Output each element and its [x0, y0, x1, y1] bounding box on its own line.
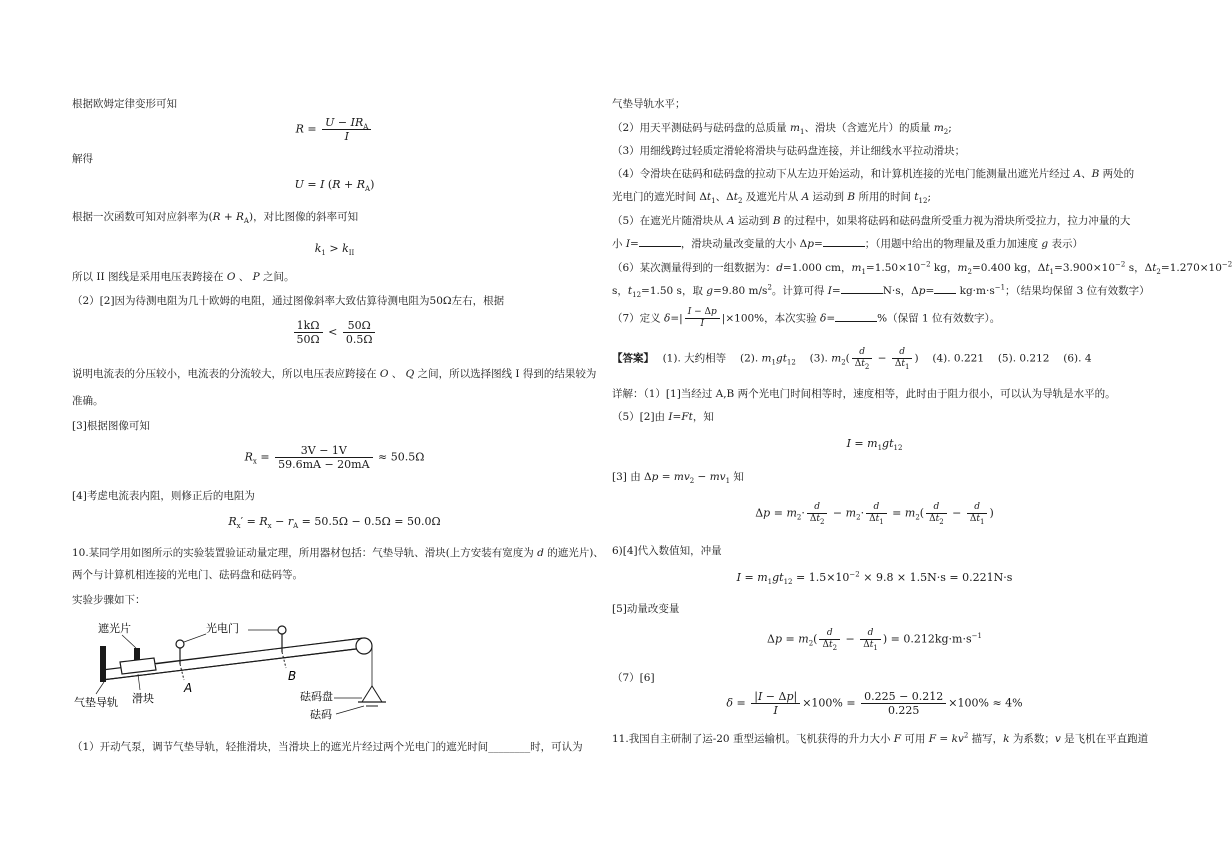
text-line: （5）[2]由 I=Ft，知 [612, 411, 714, 423]
question-11: 11.我国自主研制了运-20 重型运输机。飞机获得的升力大小 F 可用 $F = kv^2$ 描写，k 为系数；v 是飞机在平直跑道 [612, 731, 1149, 745]
label-pan: 砝码盘 [300, 690, 333, 703]
left-stop [100, 646, 106, 682]
label-slider: 滑块 [132, 692, 154, 705]
equation-k: $k_1 > k_{II}$ [314, 242, 355, 258]
equation-compare: $\frac{1k\Omega}{50\Omega}$ < $\frac{50\Omega}{0.5\Omega}$ [72, 319, 597, 346]
text-line: s，$t_{12}=1.50$ s，取 g=9.80 $m/s^2$。计算可得 I= N·s，$\Delta p= kg\cdot m\cdot s^{-1}$；（结果均保留 3 位有效数字） [612, 283, 1150, 300]
text-line: [3] 由 $\Delta p = mv_2 - mv_1$ 知 [612, 471, 744, 486]
label-b: B [288, 669, 297, 683]
text-line: [4]考虑电流表内阻，则修正后的电阻为 [72, 490, 255, 502]
equation-u: U = I $(R + R_A)$ [294, 178, 375, 194]
text-line: （7）[6] [612, 672, 655, 684]
text-line: 根据欧姆定律变形可知 [72, 98, 177, 110]
text-line: 实验步骤如下： [72, 594, 146, 606]
text-line: 两个与计算机相连接的光电门、砝码盘和砝码等。 [72, 569, 303, 581]
photogate-b [278, 626, 286, 634]
shade-plate [134, 648, 140, 660]
question-10: 10.某同学用如图所示的实验装置验证动量定理，所用器材包括：气垫导轨、滑块(上方安装有宽度为 d 的遮光片)、 [72, 547, 604, 559]
photogate-a [176, 640, 184, 648]
text-line: 解得 [72, 153, 93, 165]
text-line: 6)[4]代入数值知，冲量 [612, 545, 722, 557]
equation-rx: $R_x$ = $\frac{3V - 1V}{59.6mA - 20mA}$ ≈ 50.5Ω [244, 444, 425, 471]
text-line: （2）用天平测砝码与砝码盘的总质量 $m_1$、滑块（含遮光片）的质量 $m_2$; [612, 122, 952, 137]
equation-impulse-value: $I = m_1gt_{12} = 1.5\times 10^{-2} \times 9.8 \times 1.5N\cdot s = 0.221N\cdot s$ [736, 570, 1013, 587]
text-line: 详解：（1）[1]当经过 A,B 两个光电门时间相等时，速度相等，此时由于阻力很小，可以认为导轨是水平的。 [612, 388, 1116, 400]
text-line: 小 I= ，滑块动量改变量的大小 Δp= ；（用题中给出的物理量及重力加速度 g 表示） [612, 238, 1083, 250]
text-line: （7）定义 δ=| $\frac{I - \Delta p}{I}$ |×100%，本次实验 δ= %（保留 1 位有效数字）。 [612, 307, 1001, 329]
pulley [356, 638, 372, 654]
equation-momentum: $\Delta p = m_2\cdot$ $\frac{d}{\Delta t_2}$ − $m_2\cdot$ $\frac{d}{\Delta t_1}$ = $m_2$( $\frac{d}{\Delta t_2}$ − $\frac{d}{\Delta t_1}$ ) [755, 502, 994, 526]
label-weight: 砝码 [310, 708, 332, 721]
equation-delta: δ = $\frac{|I - \Delta p|}{I}$ ×100% = $\frac{0.225 - 0.212}{0.225}$ ×100% ≈ 4% [726, 690, 1023, 717]
text-line: （3）用细线跨过轻质定滑轮将滑块与砝码盘连接，并让细线水平拉动滑块； [612, 145, 966, 157]
equation-ohm: R = $\frac{U - IR_A}{I}$ [72, 116, 597, 143]
text-line: （2）[2]因为待测电阻为几十欧姆的电阻，通过图像斜率大致估算待测电阻为50Ω左右，根据 [72, 295, 505, 307]
text-line: 气垫导轨水平； [612, 98, 686, 110]
apparatus-figure [72, 618, 392, 724]
text-line: （5）在遮光片随滑块从 A 运动到 B 的过程中，如果将砝码和砝码盘所受重力视为滑块所受拉力，拉力冲量的大 [612, 215, 1131, 227]
label-gate: 光电门 [206, 622, 239, 635]
label-a: A [184, 681, 193, 695]
equation-impulse: $I = m_1gt_{12}$ [846, 437, 903, 453]
text-line: （4）令滑块在砝码和砝码盘的拉动下从左边开始运动，和计算机连接的光电门能测量出遮光片经过 A、B 两处的 [612, 168, 1135, 180]
text-line: 所以 II 图线是采用电压表跨接在 O 、 P 之间。 [72, 271, 295, 283]
text-line: （1）开动气泵，调节气垫导轨，轻推滑块，当滑块上的遮光片经过两个光电门的遮光时间________时，可认为 [72, 741, 583, 753]
equation-momentum-value: $\Delta p = m_2$( $\frac{d}{\Delta t_2}$ − $\frac{d}{\Delta t_1}$ ) = $0.212kg\cdot m\cdot s^{-1}$ [767, 628, 982, 652]
text-line: 准确。 [72, 395, 104, 407]
text-line: [5]动量改变量 [612, 603, 680, 615]
equation-rx-corrected: $R_x' = R_x - r_A = 50.5\Omega - 0.5\Omega = 50.0\Omega$ [228, 515, 441, 531]
weight-pan [362, 686, 382, 702]
text-line: 光电门的遮光时间 $\Delta t_1$、$\Delta t_2$ 及遮光片从 A 运动到 B 所用的时间 $t_{12}$; [612, 191, 931, 206]
label-shade: 遮光片 [98, 622, 131, 635]
text-line: 说明电流表的分压较小，电流表的分流较大，所以电压表应跨接在 O 、 Q 之间，所以选择图线 I 得到的结果较为 [72, 368, 597, 380]
answer-line: 【答案】 (1). 大约相等 (2). $m_1gt_{12}$ (3). $m_2$( $\frac{d}{\Delta t_2}$ − $\frac{d}{\Delta t_1}$ ) (4). 0.221 (5). 0.212 (6). 4 [612, 347, 1092, 371]
text-line: （6）某次测量得到的一组数据为：d=1.000 cm，$m_1=1.50\times 10^{-2}$ kg，$m_2=0.400$ kg，$\Delta t_1=3.900\times 10^{-2}$ s，$\Delta t_2=1.270\times 10^{-2}$ [612, 260, 1232, 277]
text-line: [3]根据图像可知 [72, 420, 150, 432]
label-rail: 气垫导轨 [74, 696, 118, 709]
left-column [72, 0, 604, 849]
right-column [612, 0, 1232, 849]
text-line: 根据一次函数可知对应斜率为$(R + R_A)$，对比图像的斜率可知 [72, 211, 359, 226]
